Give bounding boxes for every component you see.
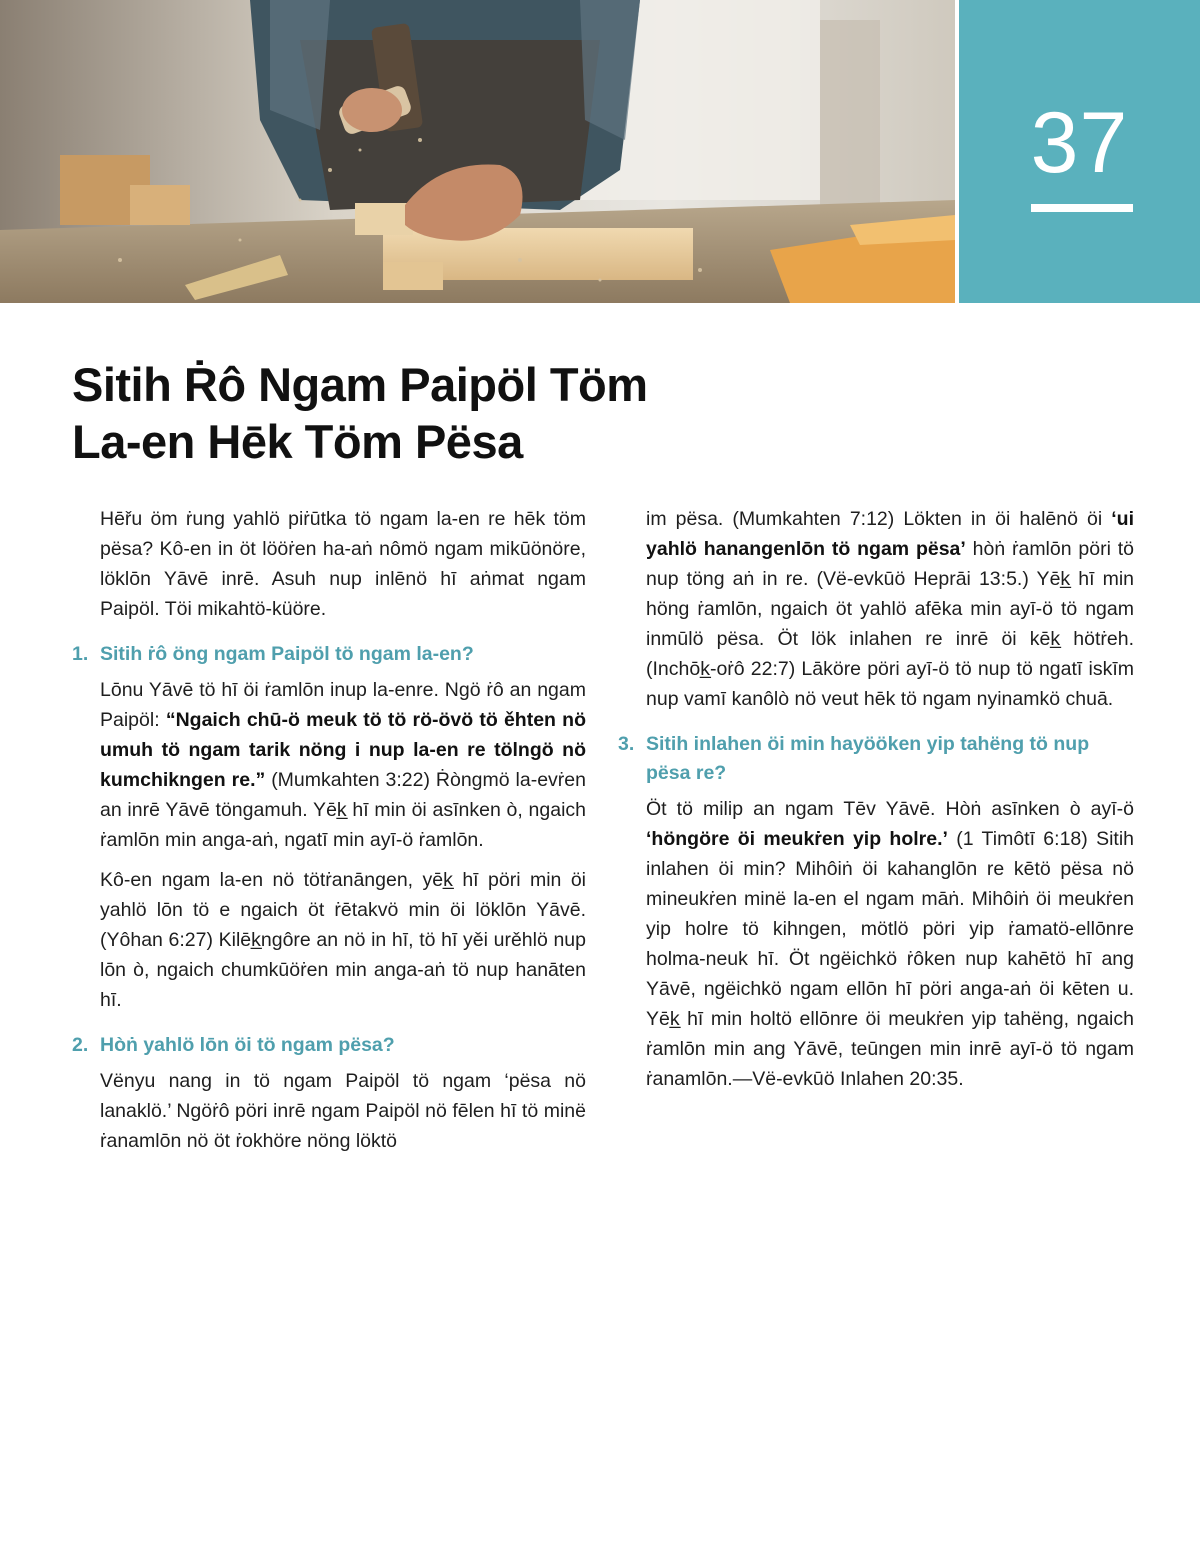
question-2: [72, 1031, 586, 1060]
intro-paragraph: Hēřu öm ṙung yahlö piṙūtka tö ngam la-en re hēk töm pësa? Kô-en in öt lööṙen ha-aṅ nômö ngam mikūönöre, löklōn Yāvē inrē. Asuh nup inlēnö hī aṅmat ngam Paipöl. Töi mikahtö-küöre.: [100, 508, 586, 620]
left-column: [72, 504, 586, 1166]
section-3-p1-quote: ‘höngöre öi meukṙen yip holre.’: [646, 828, 948, 850]
lesson-title-line-2: La-en Hēk Töm Pësa: [72, 415, 523, 468]
header-photo: [0, 0, 955, 303]
lesson-number-box: [955, 0, 1200, 303]
lesson-number: 37: [1030, 95, 1129, 191]
section-1-p1-text-c: (Mumkahten 3:22) Ṙòngmö la-evṙen an inrē Yāvē töngamuh. Yēk̲ hī min öi asīnken ò, ngaich ṙamlōn min anga-aṅ, ngatī min ayī-ö ṙamlōn.: [100, 769, 586, 851]
right-column: [618, 504, 1134, 1104]
section-1-paragraph-1: [72, 675, 586, 855]
question-3-text: Sitih inlahen öi min hayööken yip tahëng tö nup pësa re?: [646, 733, 1090, 784]
question-2-text: Hòṅ yahlö lōn öi tö ngam pësa?: [100, 1034, 395, 1056]
question-3-number: 3.: [618, 733, 635, 755]
section-2-paragraph-part-2: [618, 504, 1134, 714]
lesson-title: [72, 356, 832, 470]
section-2-p1-text-a2: im pësa. (Mumkahten 7:12) Lökten in öi halēnö öi: [646, 508, 1112, 530]
section-3-paragraph-1: [618, 794, 1134, 1094]
section-2-paragraph-part-1: Vënyu nang in tö ngam Paipöl tö ngam ‘pësa nö lanaklö.’ Ngöṙô pöri inrē ngam Paipöl nö fēlen hī tö minë ṙanamlōn nö öt ṙokhöre nöng löktö: [100, 1070, 586, 1152]
question-3: [618, 730, 1134, 788]
section-2-p1-quote: ‘ui yahlö hanangenlōn tö ngam pësa’: [646, 508, 1134, 560]
section-3-p1-text-c: (1 Timôtī 6:18) Sitih inlahen öi min? Mihôiṅ öi kahanglōn re kētö pësa nö mineukṙen minë la-en el ngam māṅ. Mihôiṅ öi meukṙen yip holre tö kihngen, mötlö pöri yip ṙamatö-ellōnre holma-neuk hī. Öt ngëichkö ṙôken nup kahētö hī ang Yāvē, ngëichkö ngam ellōn hī pöri anga-aṅ öi kēten u. Yēk̲ hī min holtö ellōnre öi meukṙen yip tahëng, ngaich ṙamlōn min ang Yāvē, teūngen min inrē ayī-ö tö ngam ṙanamlōn.—Vë-evkūö Inlahen 20:35.: [646, 828, 1134, 1090]
section-1-paragraph-2: Kô-en ngam la-en nö tötṙanāngen, yēk̲ hī pöri min öi yahlö lōn tö e ngaich öt ṙētakvö min öi löklōn Yāvē. (Yôhan 6:27) Kilēk̲ngôre an nö in hī, tö hī yěi urěhlö nup lōn ò, ngaich chumkūöṙen min anga-aṅ tö nup hanāten hī.: [100, 869, 586, 1011]
question-1-number: 1.: [72, 643, 89, 665]
question-1: [72, 640, 586, 669]
question-2-number: 2.: [72, 1034, 89, 1056]
section-3-p1-text-a: Öt tö milip an ngam Tēv Yāvē. Hòṅ asīnken ò ayī-ö: [646, 798, 1134, 820]
lesson-number-underline: [1031, 204, 1133, 212]
section-1-p1-text-a: Lōnu Yāvē tö hī öi ṙamlōn inup la-enre. Ngö ṙô an ngam Paipöl:: [100, 679, 586, 731]
lesson-title-line-1: Sitih Ṙô Ngam Paipöl Töm: [72, 358, 648, 411]
section-2-p1-text-c: hòṅ ṙamlōn pöri tö nup töng aṅ in re. (Vë-evkūö Heprāi 13:5.) Yēk̲ hī min höng ṙamlōn, ngaich öt yahlö afēka min ayī-ö tö ngam inmūlö pësa. Öt lök inlahen re inrē öi kēk̲ hötṙeh. (Inchōk̲-oṙô 22:7) Lāköre pöri ayī-ö tö nup tö ngatī iskīm nup vamī kanôlò nö veut hēk tö ngam nyinamkö chuā.: [646, 538, 1134, 710]
section-1-p1-quote: “Ngaich chū-ö meuk tö tö rö-övö tö ěhten nö umuh tö ngam tarik nöng i nup la-en re tölngö nö kumchikngen re.”: [100, 709, 586, 791]
question-1-text: Sitih ṙô öng ngam Paipöl tö ngam la-en?: [100, 643, 474, 665]
carpenter-hammering-photo: [0, 0, 955, 303]
